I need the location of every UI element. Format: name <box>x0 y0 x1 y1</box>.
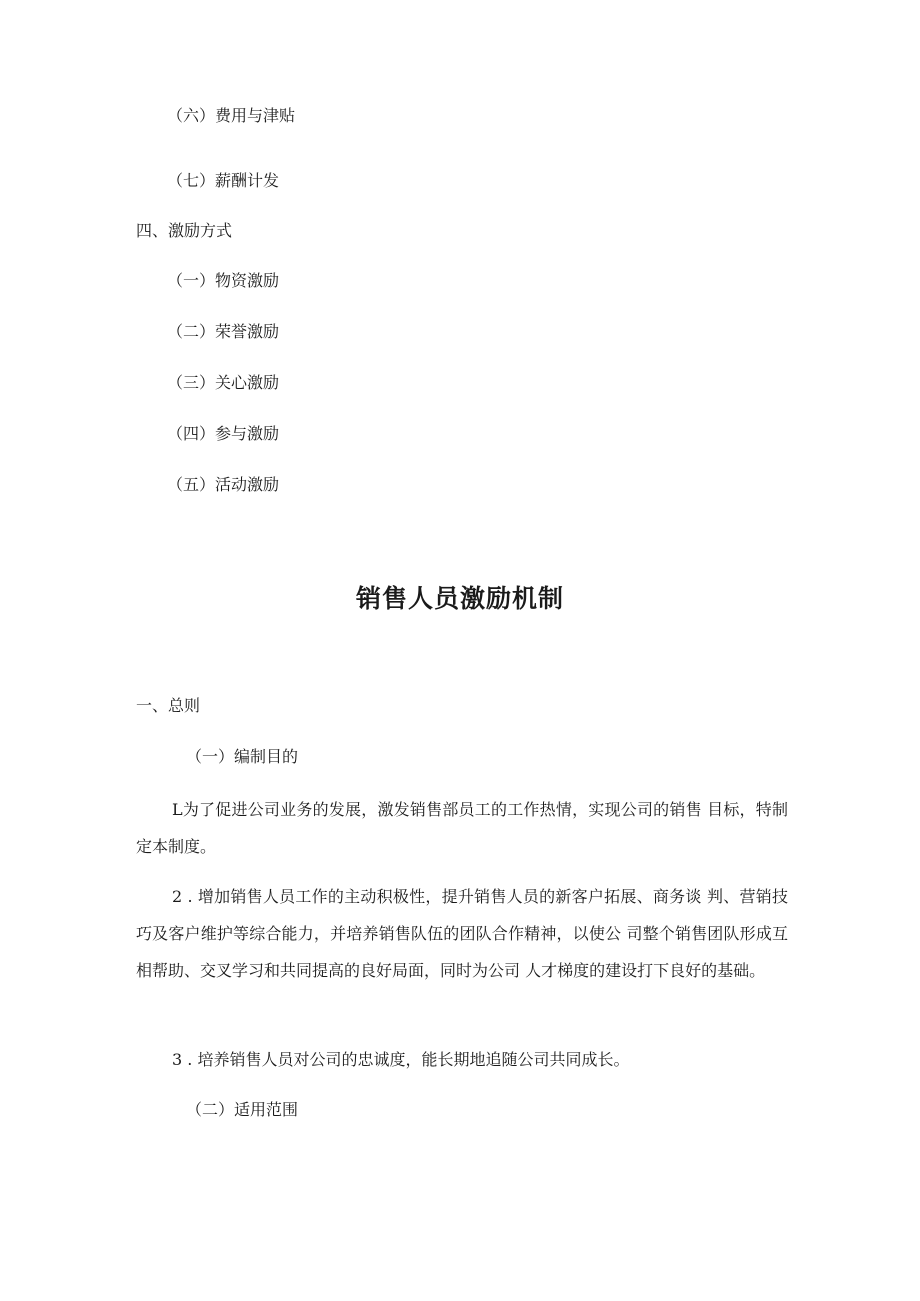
list-item-expenses: （六）费用与津贴 <box>167 106 296 125</box>
list-item-salary: （七）薪酬计发 <box>167 171 280 190</box>
section-heading-general: 一、总则 <box>136 696 201 715</box>
subheading-scope: （二）适用范围 <box>186 1100 299 1119</box>
paragraph-3: 3 . 培养销售人员对公司的忠诚度，能长期地追随公司共同成长。 <box>172 1050 630 1069</box>
list-item-material: （一）物资激励 <box>167 271 280 290</box>
section-heading-incentives: 四、激励方式 <box>136 221 233 240</box>
list-item-activity: （五）活动激励 <box>167 475 280 494</box>
list-item-participation: （四）参与激励 <box>167 424 280 443</box>
subheading-purpose: （一）编制目的 <box>186 747 299 766</box>
list-item-honor: （二）荣誉激励 <box>167 322 280 341</box>
list-item-care: （三）关心激励 <box>167 373 280 392</box>
paragraph-2: 2 . 增加销售人员工作的主动积极性，提升销售人员的新客户拓展、商务谈 判、营销技巧及客户维护等综合能力，并培养销售队伍的团队合作精神，以使公 司整个销售团队形成互相帮助、交叉学习和共同提高的良好局面，同时为公司 人才梯度的建设打下良好的基础。 <box>136 887 788 980</box>
paragraph-1: L为了促进公司业务的发展，激发销售部员工的工作热情，实现公司的销售 目标，特制定本制度。 <box>136 800 788 856</box>
document-title: 销售人员激励机制 <box>355 584 564 613</box>
